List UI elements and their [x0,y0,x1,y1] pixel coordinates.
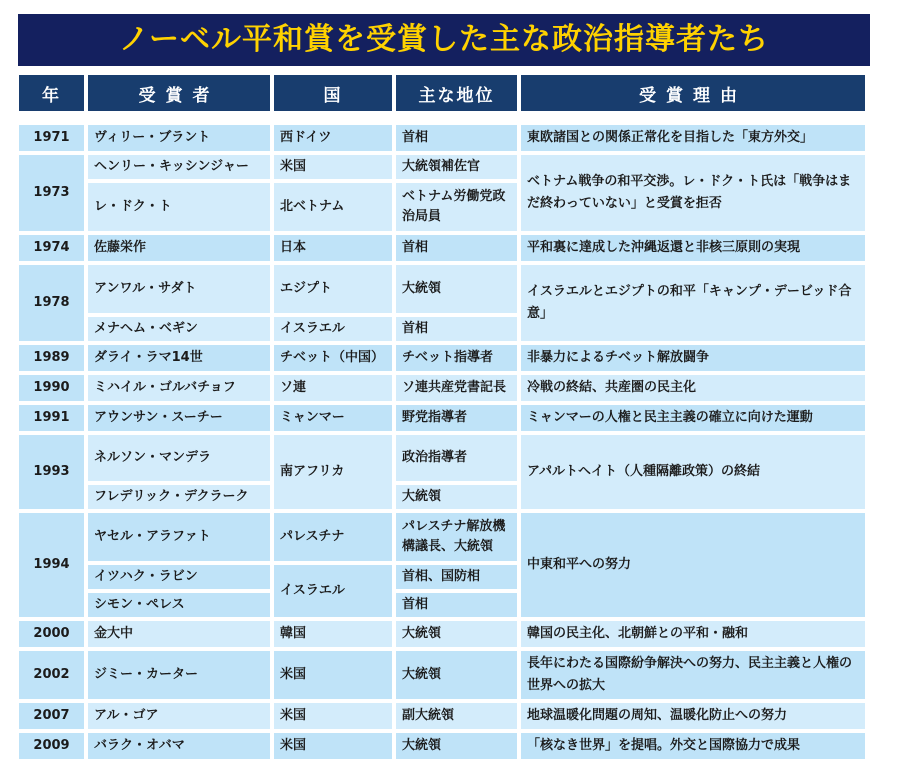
position-cell: 大統領補佐官 [396,155,517,179]
country-cell: イスラエル [274,565,392,617]
reason-cell: 「核なき世界」を提唱。外交と国際協力で成果 [521,733,865,759]
year-cell: 1971 [19,125,84,151]
laureate-cell: ヤセル・アラファト [88,513,270,561]
laureate-cell: シモン・ペレス [88,593,270,617]
reason-cell: 冷戦の終結、共産圏の民主化 [521,375,865,401]
table-row [19,125,865,151]
reason-cell: 中東和平への努力 [521,513,865,617]
year-cell: 1990 [19,375,84,401]
laureates-table [15,71,869,763]
laureate-cell: ヴィリー・ブラント [88,125,270,151]
country-cell: ミャンマー [274,405,392,431]
reason-cell: 韓国の民主化、北朝鮮との平和・融和 [521,621,865,647]
laureate-cell: イツハク・ラビン [88,565,270,589]
position-cell: 大統領 [396,733,517,759]
year-cell: 1973 [19,155,84,231]
reason-cell: 東欧諸国との関係正常化を目指した「東方外交」 [521,125,865,151]
header-position: 主な地位 [396,75,517,111]
country-cell: 北ベトナム [274,183,392,231]
page-title: ノーベル平和賞を受賞した主な政治指導者たち [18,14,870,66]
reason-cell: イスラエルとエジプトの和平「キャンプ・デービッド合意」 [521,265,865,341]
year-cell: 2002 [19,651,84,699]
year-cell: 2000 [19,621,84,647]
table-row [19,235,865,261]
country-cell: チベット（中国） [274,345,392,371]
country-cell: 西ドイツ [274,125,392,151]
table-row [19,265,865,313]
country-cell: 日本 [274,235,392,261]
country-cell: ソ連 [274,375,392,401]
table-row [19,621,865,647]
header-laureate: 受賞者 [88,75,270,111]
position-cell: 大統領 [396,265,517,313]
table-row [19,435,865,481]
position-cell: 首相 [396,317,517,341]
table-row [19,405,865,431]
position-cell: 首相 [396,593,517,617]
reason-cell: 非暴力によるチベット解放闘争 [521,345,865,371]
position-cell: 首相 [396,125,517,151]
header-country: 国 [274,75,392,111]
header-reason: 受賞理由 [521,75,865,111]
laureate-cell: アウンサン・スーチー [88,405,270,431]
laureate-cell: レ・ドク・ト [88,183,270,231]
reason-cell: 長年にわたる国際紛争解決への努力、民主主義と人権の世界への拡大 [521,651,865,699]
position-cell: 副大統領 [396,703,517,729]
year-cell: 1989 [19,345,84,371]
year-cell: 1974 [19,235,84,261]
header-year: 年 [19,75,84,111]
country-cell: エジプト [274,265,392,313]
position-cell: 大統領 [396,485,517,509]
position-cell: 首相 [396,235,517,261]
table-row [19,155,865,179]
year-cell: 1994 [19,513,84,617]
laureate-cell: 金大中 [88,621,270,647]
table-header-row [19,75,865,111]
reason-cell: 平和裏に達成した沖縄返還と非核三原則の実現 [521,235,865,261]
position-cell: 大統領 [396,621,517,647]
country-cell: 南アフリカ [274,435,392,509]
country-cell: 米国 [274,733,392,759]
country-cell: パレスチナ [274,513,392,561]
position-cell: ベトナム労働党政治局員 [396,183,517,231]
laureate-cell: フレデリック・デクラーク [88,485,270,509]
table-row [19,375,865,401]
laureate-cell: ミハイル・ゴルバチョフ [88,375,270,401]
laureate-cell: バラク・オバマ [88,733,270,759]
laureate-cell: ジミー・カーター [88,651,270,699]
position-cell: パレスチナ解放機構議長、大統領 [396,513,517,561]
laureate-cell: ネルソン・マンデラ [88,435,270,481]
position-cell: 大統領 [396,651,517,699]
country-cell: 米国 [274,651,392,699]
laureate-cell: ヘンリー・キッシンジャー [88,155,270,179]
table-row [19,345,865,371]
country-cell: 米国 [274,155,392,179]
year-cell: 2009 [19,733,84,759]
country-cell: 米国 [274,703,392,729]
laureate-cell: アンワル・サダト [88,265,270,313]
reason-cell: アパルトヘイト（人種隔離政策）の終結 [521,435,865,509]
position-cell: 野党指導者 [396,405,517,431]
year-cell: 1993 [19,435,84,509]
year-cell: 2007 [19,703,84,729]
position-cell: チベット指導者 [396,345,517,371]
reason-cell: 地球温暖化問題の周知、温暖化防止への努力 [521,703,865,729]
laureate-cell: 佐藤栄作 [88,235,270,261]
position-cell: 政治指導者 [396,435,517,481]
country-cell: イスラエル [274,317,392,341]
laureate-cell: メナヘム・ベギン [88,317,270,341]
position-cell: ソ連共産党書記長 [396,375,517,401]
table-row [19,651,865,699]
position-cell: 首相、国防相 [396,565,517,589]
year-cell: 1991 [19,405,84,431]
year-cell: 1978 [19,265,84,341]
country-cell: 韓国 [274,621,392,647]
table-row [19,703,865,729]
table-row [19,733,865,759]
table-row [19,513,865,561]
reason-cell: ミャンマーの人権と民主主義の確立に向けた運動 [521,405,865,431]
reason-cell: ベトナム戦争の和平交渉。レ・ドク・ト氏は「戦争はまだ終わっていない」と受賞を拒否 [521,155,865,231]
laureate-cell: ダライ・ラマ14世 [88,345,270,371]
laureate-cell: アル・ゴア [88,703,270,729]
